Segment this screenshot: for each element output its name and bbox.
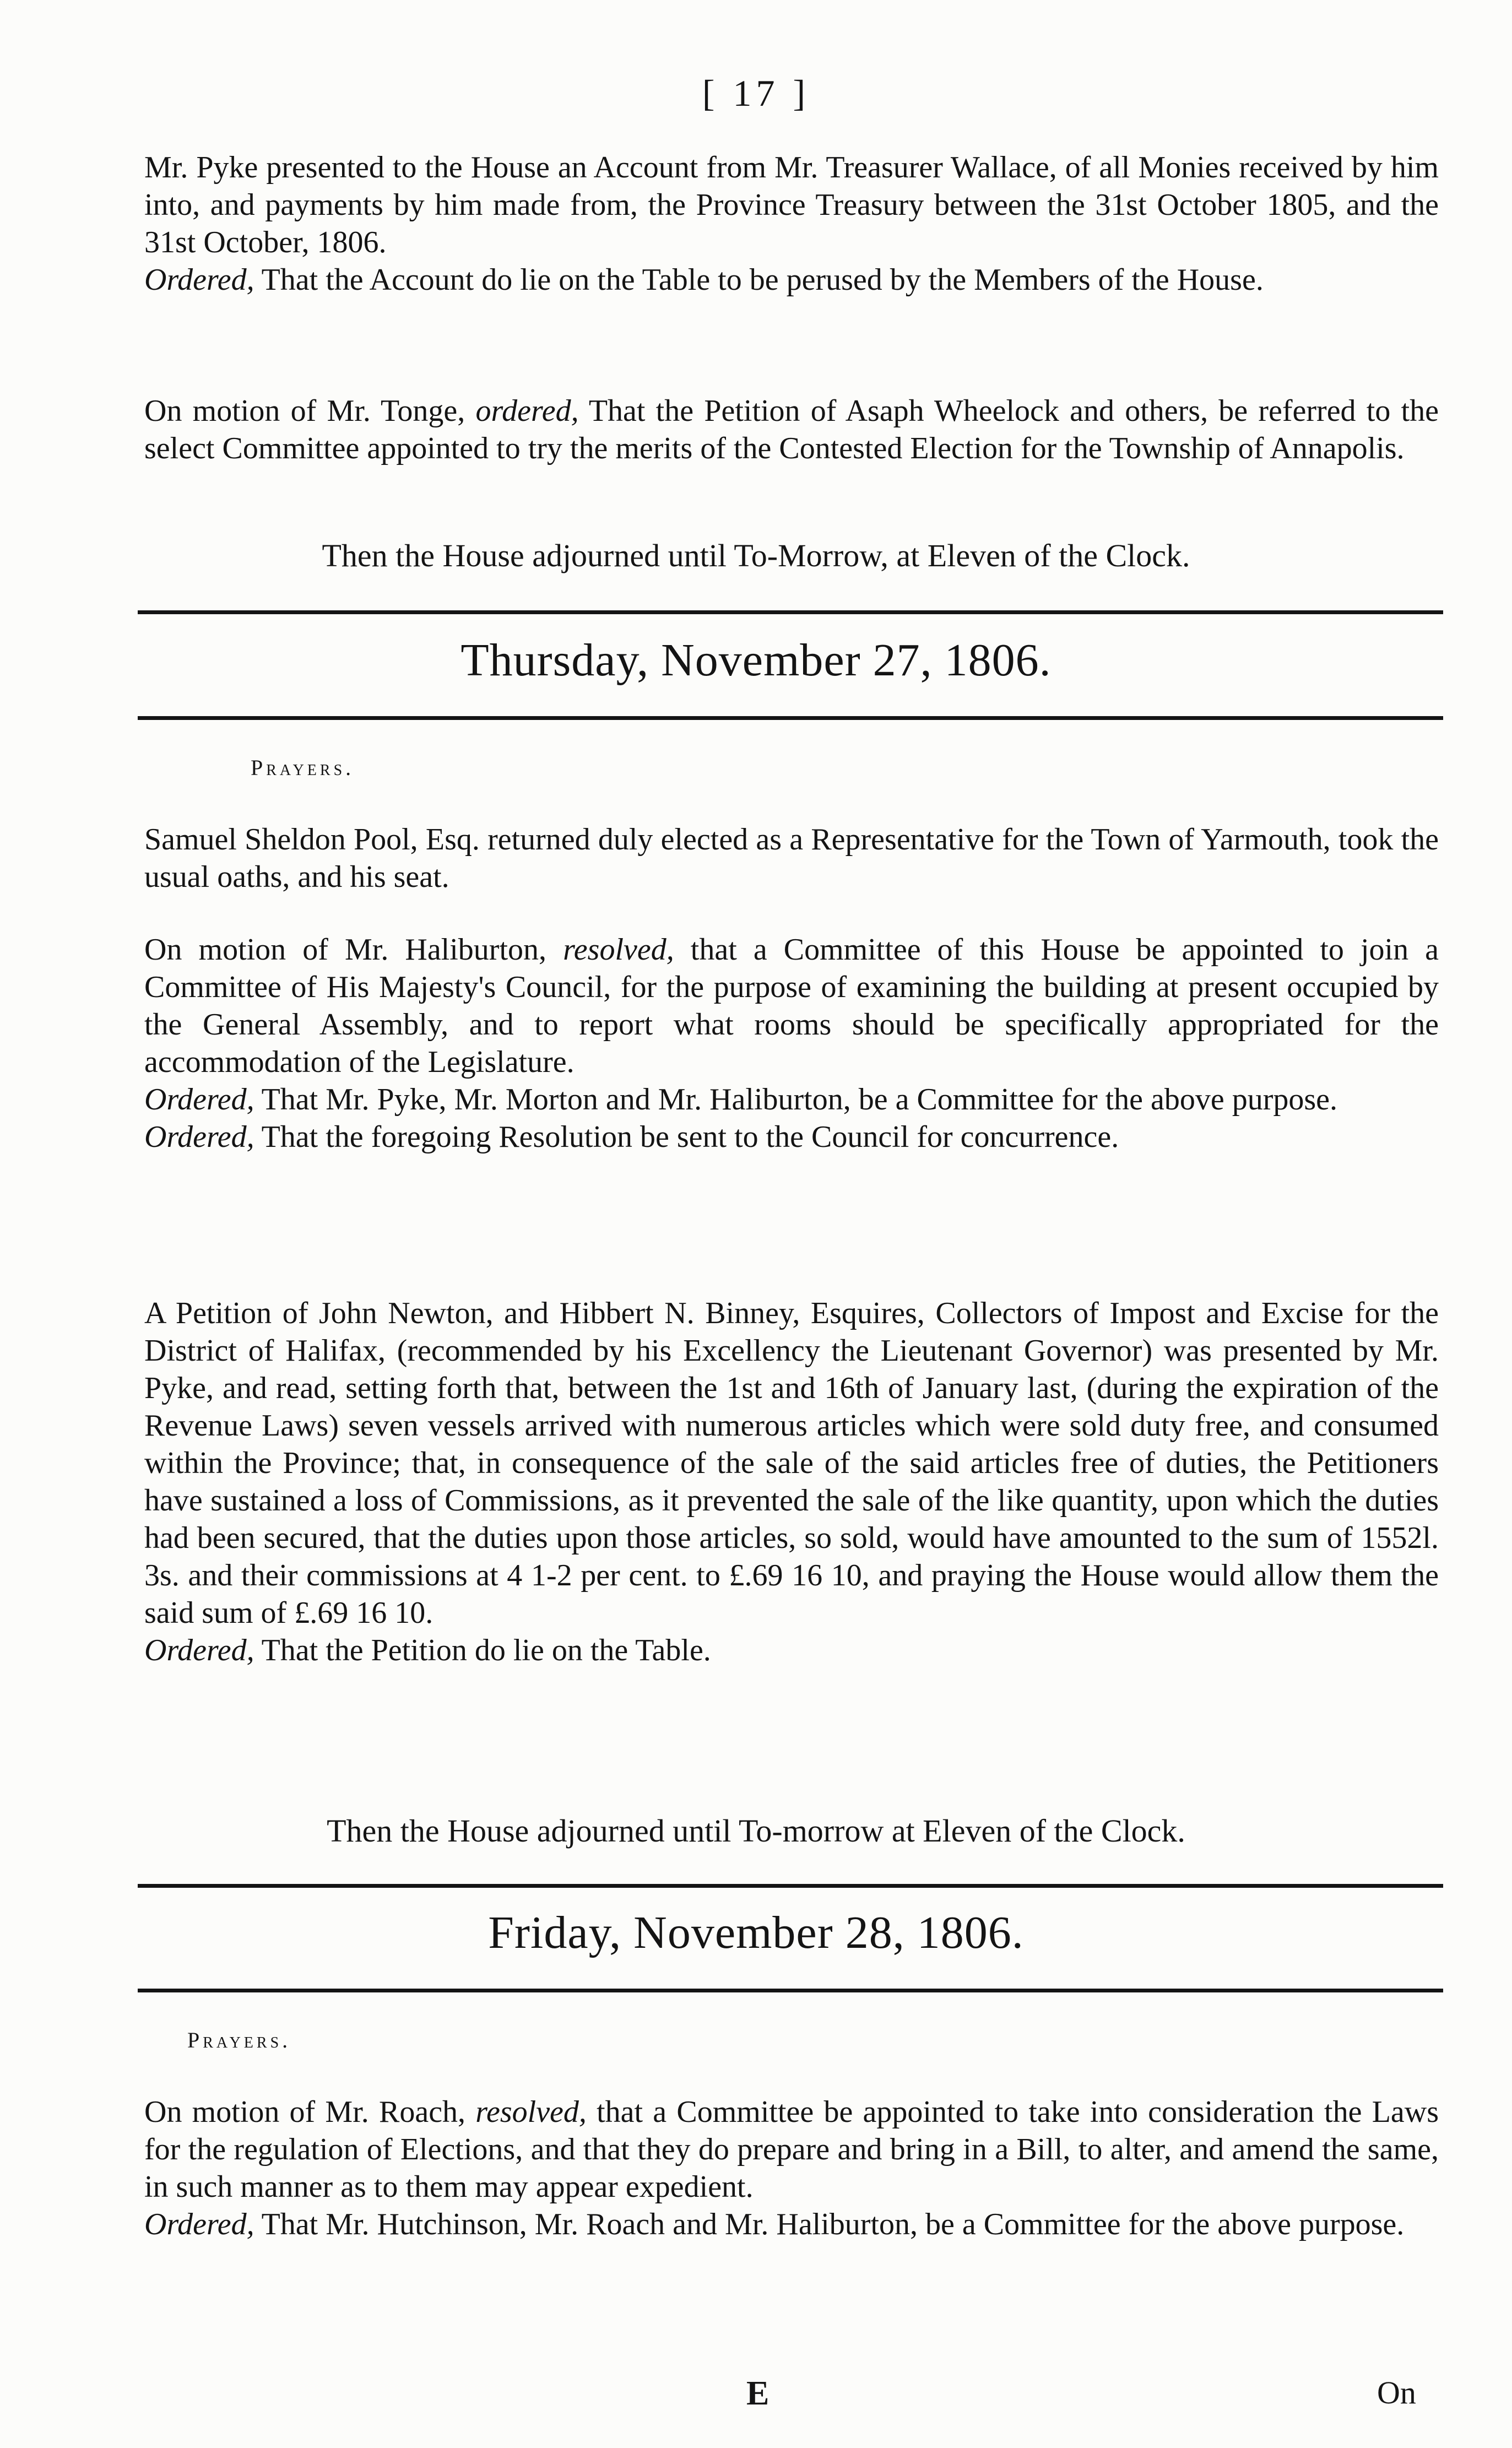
paragraph-text: That the Petition do lie on the Table. <box>254 1633 711 1667</box>
divider-rule <box>138 610 1443 614</box>
paragraph-text: A Petition of John Newton, and Hibbert N. Binney, Esquires, Collectors of Impost and Excise for the District of Halifax, (recommended by his Excellency the Lieutenant Governor) was presented by Mr. Pyke, and read, setting forth that, between the 1st and 16th of January last, (during the expiration of the Revenue Laws) seven vessels arrived with numerous articles which were sold duty free, and consumed within the Province; that, in consequence of the sale of the said articles free of duties, the Petitioners have sustained a loss of Commissions, as it prevented the sale of the like quantity, upon which the duties had been secured, that the duties upon those articles, so sold, would have amounted to the sum of 1552l. 3s. and their commissions at 4 1-2 per cent. to £.69 16 10, and praying the House would allow them the said sum of £.69 16 10. <box>144 1296 1439 1630</box>
paragraph-text: Mr. Pyke presented to the House an Account from Mr. Treasurer Wallace, of all Monies received by him into, and payments by him made from, the Province Treasury between the 31st October 1805, and the 31st October, 1806. <box>144 150 1439 259</box>
adjournment-line: Then the House adjourned until To-Morrow, at Eleven of the Clock. <box>322 538 1190 573</box>
ordered-label: Ordered, <box>144 2207 254 2241</box>
page-number: [ 17 ] <box>702 72 810 114</box>
adjournment-line: Then the House adjourned until To-morrow at Eleven of the Clock. <box>327 1813 1185 1849</box>
resolved-label: resolved, <box>563 933 674 967</box>
ordered-label: Ordered, <box>144 1633 254 1667</box>
divider-rule <box>138 1989 1443 1992</box>
signature-mark: E <box>746 2375 769 2412</box>
paragraph-representative <box>144 821 1439 896</box>
catchword: On <box>1377 2375 1416 2411</box>
ordered-label: ordered, <box>475 394 579 428</box>
paragraph-committee-resolution <box>144 931 1439 1156</box>
day-heading: Thursday, November 27, 1806. <box>460 635 1052 686</box>
paragraph-text: That Mr. Pyke, Mr. Morton and Mr. Haliburton, be a Committee for the above purpose. <box>254 1082 1338 1117</box>
paragraph-text: that a Committee be appointed to take into consideration the Laws for the regulation of Elections, and that they do prepare and bring in a Bill, to alter, and amend the same, in such manner as to them may appear expedient. <box>144 2095 1439 2204</box>
paragraph-text: On motion of Mr. Haliburton, <box>144 933 563 967</box>
prayers-label: Prayers. <box>251 755 355 780</box>
prayers-label: Prayers. <box>187 2028 291 2052</box>
paragraph-text: That the Petition of Asaph Wheelock and others, be referred to the select Committee appointed to try the merits of the Contested Election for the Township of Annapolis. <box>144 394 1439 465</box>
ordered-label: Ordered, <box>144 1082 254 1117</box>
divider-rule <box>138 1884 1443 1888</box>
paragraph-text: On motion of Mr. Tonge, <box>144 394 476 428</box>
ordered-label: Ordered, <box>144 1120 254 1154</box>
paragraph-text: Samuel Sheldon Pool, Esq. returned duly elected as a Representative for the Town of Yarmouth, took the usual oaths, and his seat. <box>144 822 1439 894</box>
ordered-label: Ordered, <box>144 263 254 297</box>
paragraph-text: On motion of Mr. Roach, <box>144 2095 476 2129</box>
paragraph-elections-laws <box>144 2093 1439 2243</box>
paragraph-text: That the Account do lie on the Table to be perused by the Members of the House. <box>254 263 1264 297</box>
paragraph-petition-referral <box>144 392 1439 467</box>
paragraph-text: That the foregoing Resolution be sent to the Council for concurrence. <box>254 1120 1119 1154</box>
day-heading: Friday, November 28, 1806. <box>488 1907 1024 1958</box>
paragraph-text: That Mr. Hutchinson, Mr. Roach and Mr. Haliburton, be a Committee for the above purpose. <box>254 2207 1405 2241</box>
resolved-label: resolved, <box>475 2095 587 2129</box>
paragraph-collectors-petition <box>144 1295 1439 1669</box>
divider-rule <box>138 716 1443 720</box>
paragraph-text: that a Committee of this House be appointed to join a Committee of His Majesty's Council, for the purpose of examining the building at present occupied by the General Assembly, and to report what rooms should be specifically appropriated for the accommodation of the Legislature. <box>144 933 1439 1079</box>
paragraph-account <box>144 149 1439 299</box>
